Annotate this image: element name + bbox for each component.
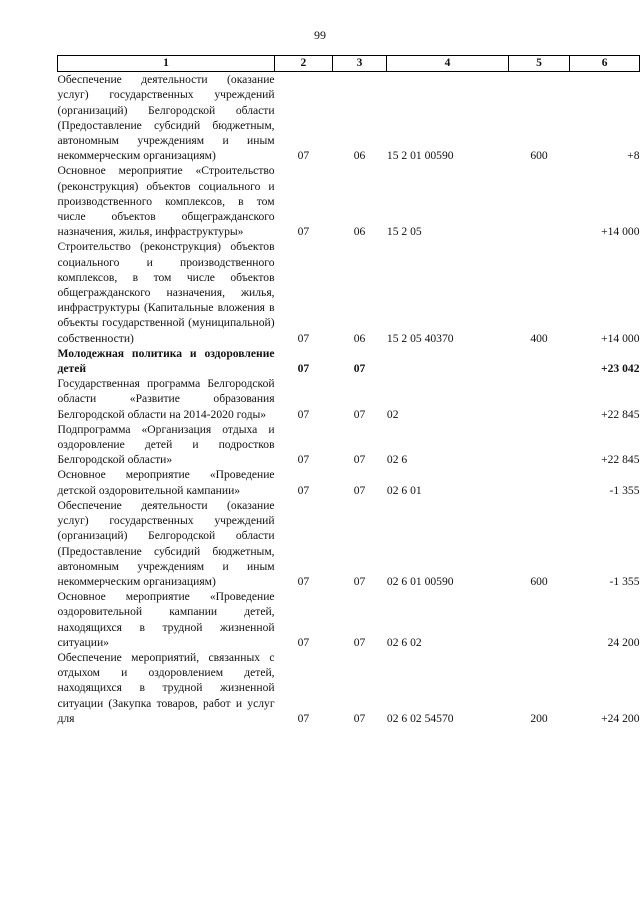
row-name-cell: Основное мероприятие «Строительство (реконструкция) объектов социального и производственного комплексов, в том числе объектов общегражданского назначения, жилья, инфраструктуры» xyxy=(57,164,275,239)
expense-type-cell xyxy=(508,422,570,468)
section-code-cell: 07 xyxy=(297,711,310,725)
subsection-code-cell: 06 xyxy=(353,331,366,345)
column-header: 4 xyxy=(387,56,508,72)
table-row xyxy=(58,239,640,345)
table-row xyxy=(58,376,640,422)
amount-cell: +8 xyxy=(627,149,640,163)
section-code-cell: 07 xyxy=(297,362,310,376)
row-name-cell: Обеспечение деятельности (оказание услуг) государственных учреждений (организаций) Белгородской области (Предоставление субсидий бюджетным, автономным учреждениям и иным некоммерческим организациям) xyxy=(57,73,275,163)
table-row xyxy=(58,72,640,164)
subsection-code-cell: 07 xyxy=(353,362,366,376)
expense-type-cell xyxy=(508,376,570,422)
target-article-cell xyxy=(387,346,508,376)
row-name-cell: Строительство (реконструкция) объектов социального и производственного комплексов, в том числе объектов общегражданского назначения, жилья, инфраструктуры (Капитальные вложения в объекты государственной (муниципальной) собственности) xyxy=(57,240,275,345)
amount-cell: 24 200 xyxy=(607,635,640,649)
expense-type-cell xyxy=(508,467,570,497)
target-article-cell: 15 2 01 00590 xyxy=(386,149,454,163)
section-code-cell: 07 xyxy=(297,407,310,421)
page-number: 99 xyxy=(314,28,326,42)
row-name-cell: Государственная программа Белгородской области «Развитие образования Белгородской области на 2014-2020 годы» xyxy=(57,377,275,421)
expense-type-cell: 200 xyxy=(530,711,548,725)
section-code-cell: 07 xyxy=(297,483,310,497)
subsection-code-cell: 07 xyxy=(353,711,366,725)
subsection-code-cell: 06 xyxy=(353,225,366,239)
table-row xyxy=(58,650,640,726)
table-row xyxy=(58,498,640,589)
section-code-cell: 07 xyxy=(297,331,310,345)
amount-cell: -1 355 xyxy=(609,483,640,497)
row-name-cell: Подпрограмма «Организация отдыха и оздоровление детей и подростков Белгородской области» xyxy=(57,422,275,467)
subsection-code-cell: 07 xyxy=(353,574,366,588)
section-code-cell: 07 xyxy=(297,574,310,588)
row-name-cell: Основное мероприятие «Проведение детской оздоровительной кампании» xyxy=(57,468,275,497)
row-name-cell: Основное мероприятие «Проведение оздоровительной кампании детей, находящихся в трудной жизненной ситуации» xyxy=(57,590,275,649)
amount-cell: +14 000 xyxy=(601,225,640,239)
subsection-code-cell: 07 xyxy=(353,635,366,649)
table-row xyxy=(58,467,640,497)
target-article-cell: 02 6 xyxy=(386,453,408,467)
budget-table xyxy=(57,55,640,726)
amount-cell: +24 200 xyxy=(601,711,640,725)
column-header: 2 xyxy=(275,56,333,72)
expense-type-cell xyxy=(508,589,570,650)
row-name-cell: Обеспечение мероприятий, связанных с отдыхом и оздоровлением детей, находящихся в трудной жизненной ситуации (Закупка товаров, работ и услуг для xyxy=(57,650,275,725)
target-article-cell: 15 2 05 40370 xyxy=(386,331,454,345)
row-name-cell: Молодежная политика и оздоровление детей xyxy=(57,346,275,376)
table-row xyxy=(58,163,640,239)
subsection-code-cell: 07 xyxy=(353,407,366,421)
amount-cell: -1 355 xyxy=(609,574,640,588)
expense-type-cell: 400 xyxy=(530,331,548,345)
column-header: 3 xyxy=(332,56,387,72)
table-header-row xyxy=(58,56,640,72)
amount-cell: +23 042 xyxy=(601,362,640,376)
target-article-cell: 02 6 02 54570 xyxy=(386,711,454,725)
table-row xyxy=(58,422,640,468)
expense-type-cell xyxy=(508,346,570,376)
amount-cell: +22 845 xyxy=(601,453,640,467)
target-article-cell: 15 2 05 xyxy=(386,225,422,239)
target-article-cell: 02 6 01 00590 xyxy=(386,574,454,588)
subsection-code-cell: 06 xyxy=(353,149,366,163)
table-row xyxy=(58,346,640,376)
target-article-cell: 02 6 02 xyxy=(386,635,422,649)
column-header: 1 xyxy=(58,56,275,72)
amount-cell: +14 000 xyxy=(601,331,640,345)
table-row xyxy=(58,589,640,650)
section-code-cell: 07 xyxy=(297,453,310,467)
target-article-cell: 02 6 01 xyxy=(386,483,422,497)
row-name-cell: Обеспечение деятельности (оказание услуг) государственных учреждений (организаций) Белгородской области (Предоставление субсидий бюджетным, автономным учреждениям и иным некоммерческим организациям) xyxy=(57,498,275,588)
column-header: 6 xyxy=(570,56,640,72)
subsection-code-cell: 07 xyxy=(353,483,366,497)
section-code-cell: 07 xyxy=(297,149,310,163)
expense-type-cell: 600 xyxy=(530,149,548,163)
expense-type-cell: 600 xyxy=(530,574,548,588)
column-header: 5 xyxy=(508,56,570,72)
amount-cell: +22 845 xyxy=(601,407,640,421)
expense-type-cell xyxy=(508,163,570,239)
section-code-cell: 07 xyxy=(297,635,310,649)
target-article-cell: 02 xyxy=(386,407,399,421)
subsection-code-cell: 07 xyxy=(353,453,366,467)
section-code-cell: 07 xyxy=(297,225,310,239)
